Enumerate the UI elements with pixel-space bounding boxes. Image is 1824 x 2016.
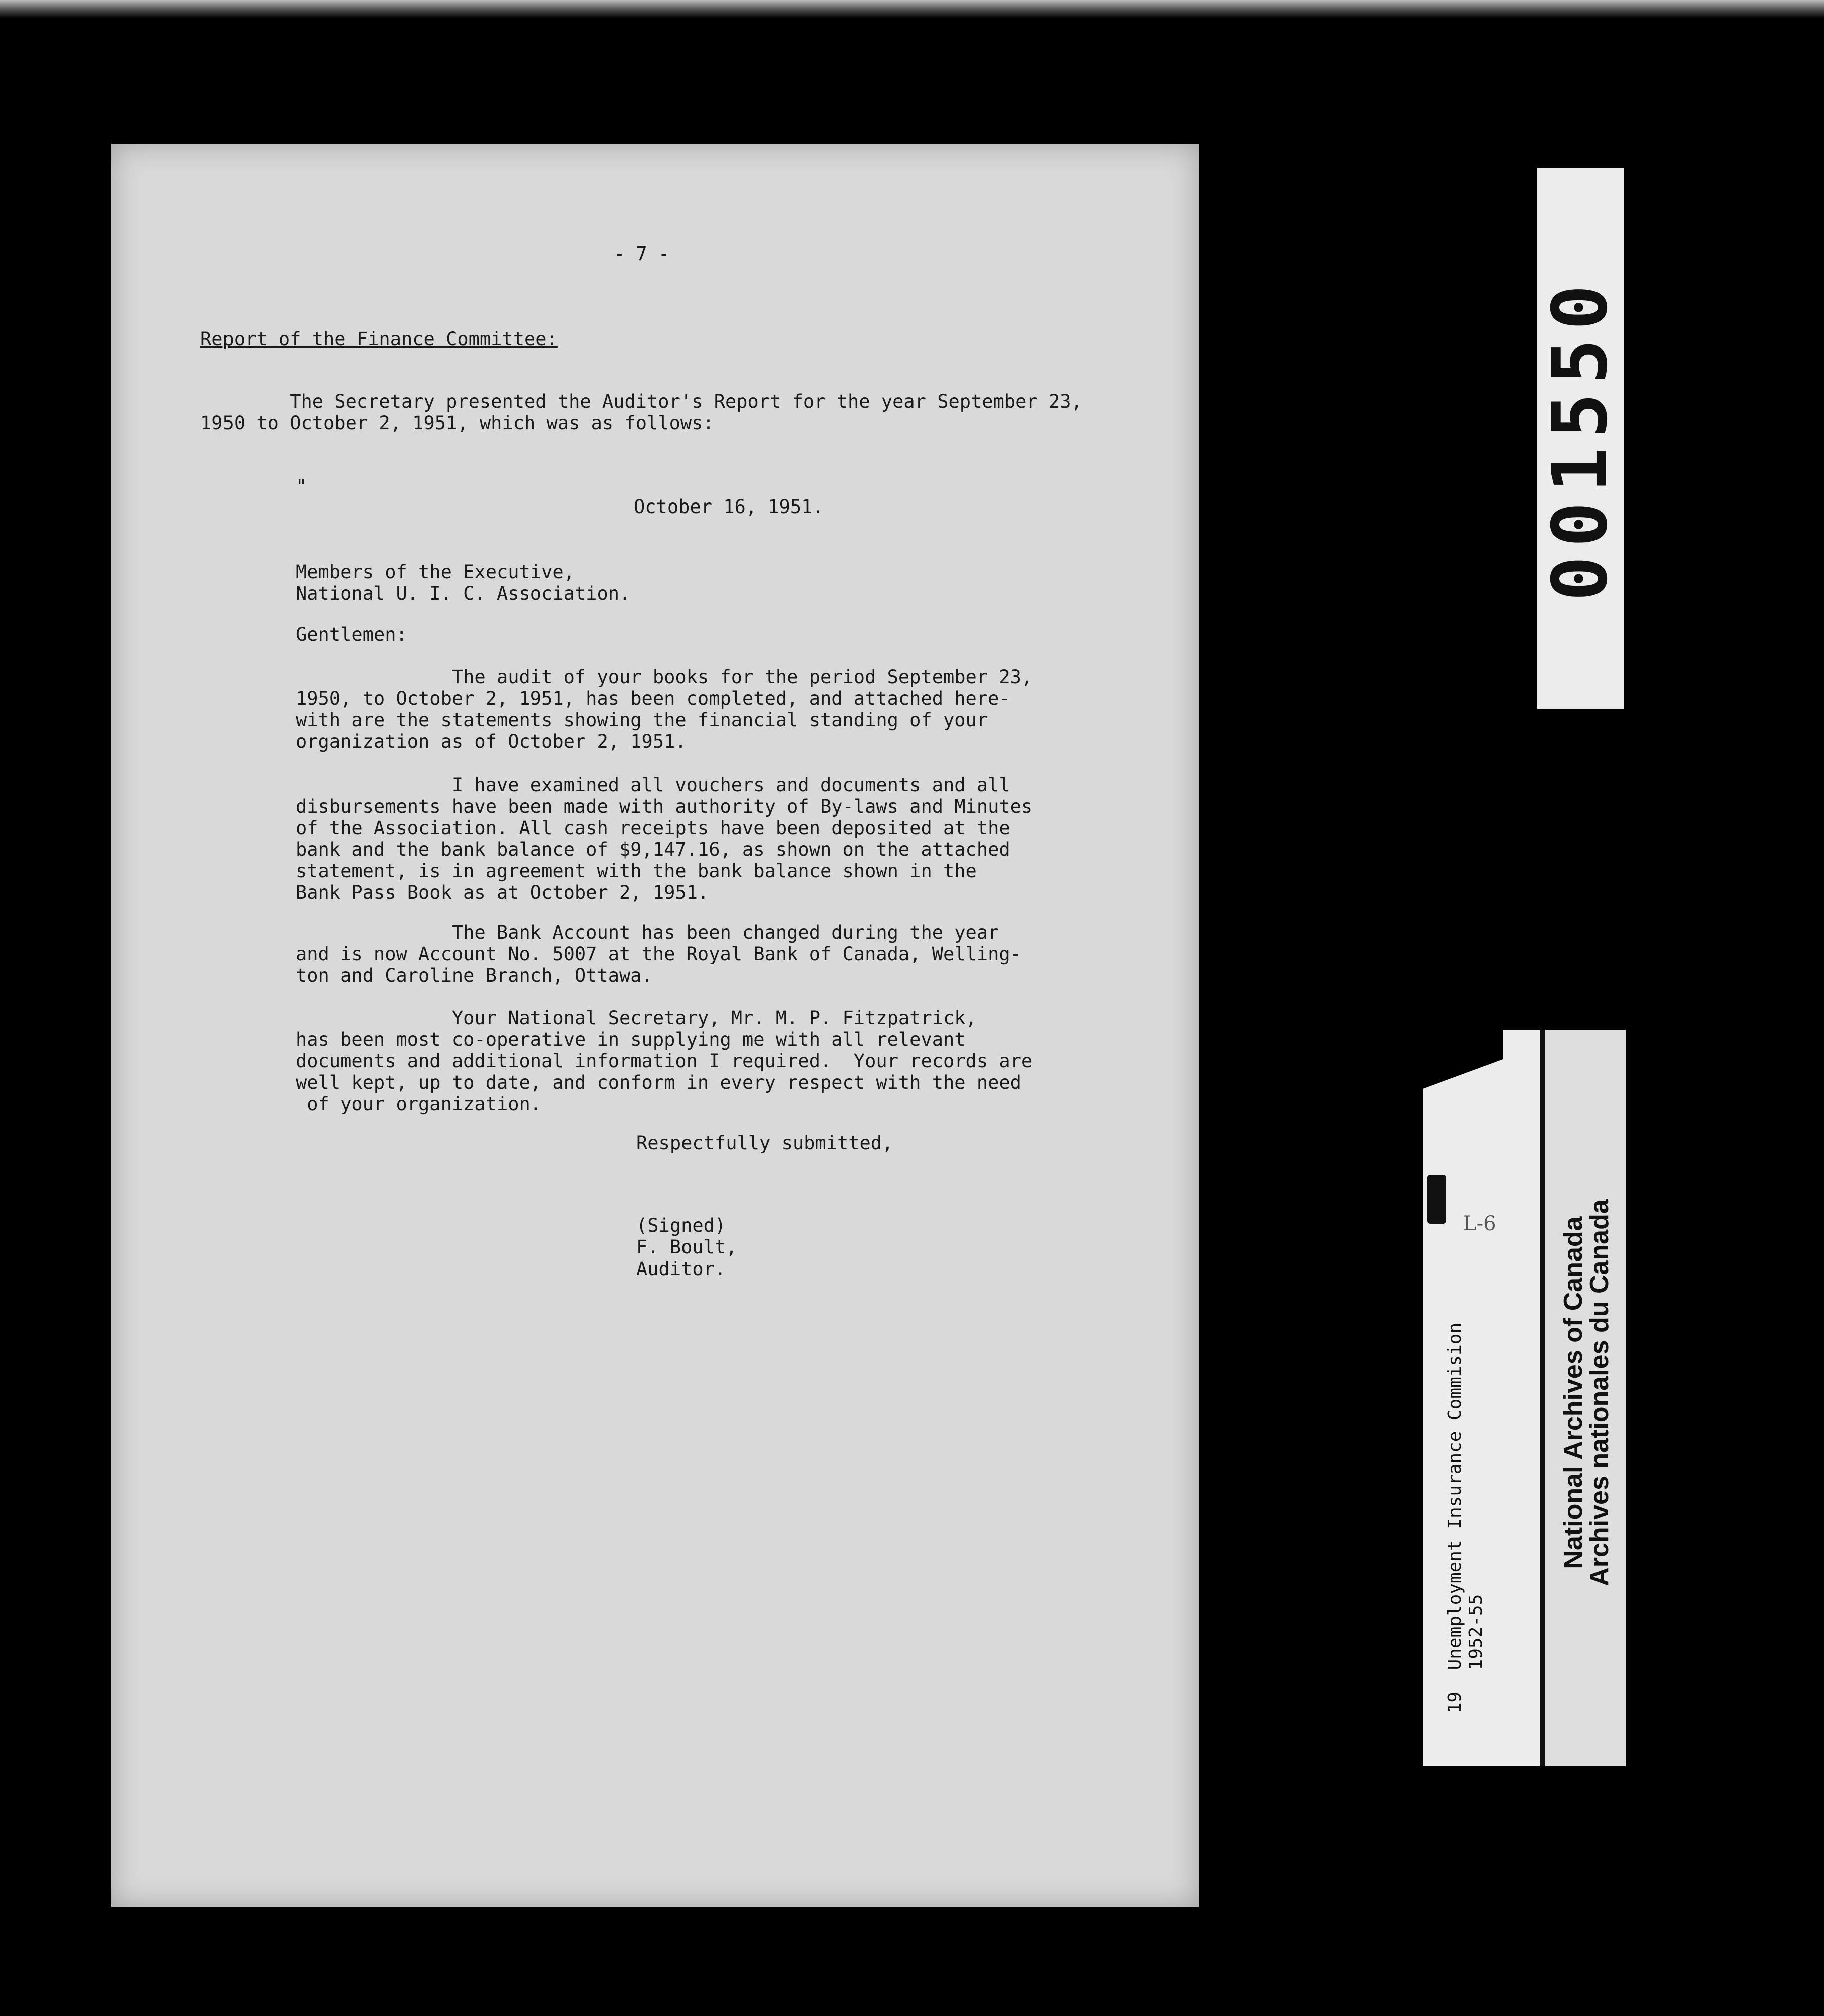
collection-reference: 19 Unemployment Insurance Commision 1952-55: [1445, 1322, 1486, 1714]
section-title: Report of the Finance Committee:: [200, 328, 558, 350]
letter-paragraph: I have examined all vouchers and documents and all disbursements have been made with authority of By-laws and Minutes of the Association. All cash receipts have been deposited at the bank and the bank balance of $9,147.16, as shown on the attached statement, is in agreement with the bank balance shown in the Bank Pass Book as at October 2, 1951.: [296, 774, 1033, 903]
letter-salutation: Gentlemen:: [296, 624, 407, 645]
letter-paragraph: Your National Secretary, Mr. M. P. Fitzpatrick, has been most co-operative in supplying me with all relevant documents and additional information I required. Your records are well kept, up to date, and conform in every respect with the need of your organization.: [296, 1007, 1033, 1115]
intro-paragraph: The Secretary presented the Auditor's Report for the year September 23, 1950 to October 2, 1951, which was as follows:: [200, 391, 1082, 434]
auditor-signature: (Signed) F. Boult, Auditor.: [636, 1215, 737, 1280]
archives-name-french: Archives nationales du Canada: [1585, 1199, 1614, 1586]
handwritten-mark: L-6: [1463, 1212, 1496, 1235]
letter-paragraph: The Bank Account has been changed during the year and is now Account No. 5007 at the Royal Bank of Canada, Welling- ton and Caroline Branch, Ottawa.: [296, 922, 1021, 986]
page-number: - 7 -: [614, 243, 670, 265]
letter-addressee: Members of the Executive, National U. I. C. Association.: [296, 561, 631, 604]
archives-name-english: National Archives of Canada: [1559, 1216, 1588, 1569]
letter-paragraph: The audit of your books for the period September 23, 1950, to October 2, 1951, has been completed, and attached here- with are the statements showing the financial standing of your organization as of October 2, 1951.: [296, 666, 1033, 752]
opening-quote-mark: ": [296, 476, 307, 497]
frame-number: 001550: [1537, 276, 1624, 601]
ink-blot-mark: [1427, 1175, 1446, 1224]
letter-date: October 16, 1951.: [634, 496, 824, 518]
film-edge-strip: [0, 0, 1824, 18]
letter-closing: Respectfully submitted,: [636, 1132, 893, 1154]
